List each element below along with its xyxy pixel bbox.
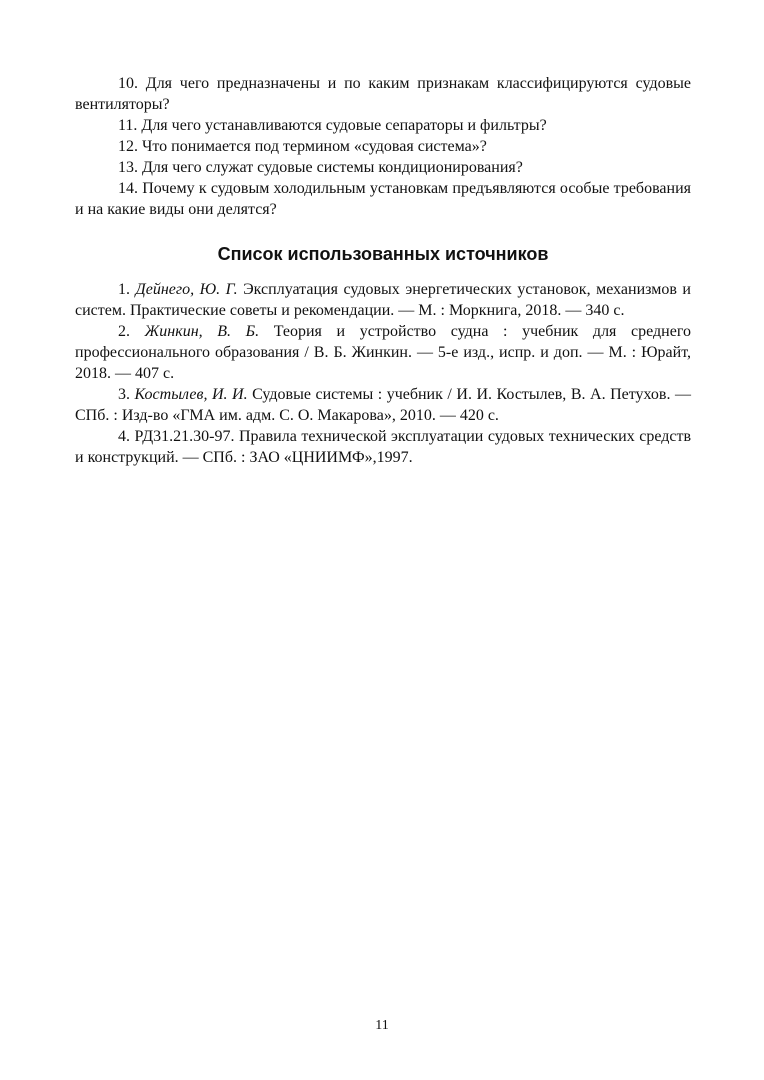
reference-text: Судовые системы : учебник / И. И. Костылев, В. А. Петухов. — СПб. : Изд-во «ГМА им. адм. С. О. Макарова», 2010. — 420 с. [75, 386, 692, 424]
reference-text: Эксплуатация судовых энергетических установок, механизмов и систем. Практические советы и рекомендации. — М. : Моркнига, 2018. — 340 с. [75, 281, 691, 319]
reference-number: 3. [118, 386, 135, 403]
question-11: 11. Для чего устанавливаются судовые сепараторы и фильтры? [118, 117, 547, 134]
question-10: 10. Для чего предназначены и по каким признакам классифицируются судовые вентиляторы? [75, 75, 691, 113]
page-content [75, 73, 691, 468]
reference-4 [75, 426, 691, 468]
reference-1 [75, 279, 691, 321]
question-13: 13. Для чего служат судовые системы кондиционирования? [118, 159, 523, 176]
reference-text: РД31.21.30-97. Правила технической эксплуатации судовых технических средств и конструкций. — СПб. : ЗАО «ЦНИИМФ»,1997. [75, 428, 692, 466]
reference-number: 4. [118, 428, 135, 445]
reference-author: Жинкин, В. Б. [144, 323, 260, 340]
reference-2 [75, 321, 691, 384]
question-14: 14. Почему к судовым холодильным установкам предъявляются особые требования и на какие виды они делятся? [75, 180, 691, 218]
reference-number: 1. [118, 281, 136, 298]
question-12: 12. Что понимается под термином «судовая система»? [118, 138, 487, 155]
reference-author: Костылев, И. И. [134, 386, 248, 403]
references-title: Список использованных источников [217, 244, 549, 264]
reference-3 [75, 384, 691, 426]
reference-text: Теория и устройство судна : учебник для среднего профессионального образования / В. Б. Жинкин. — 5-е изд., испр. и доп. — М. : Юрайт, 2018. — 407 с. [75, 323, 692, 382]
reference-number: 2. [118, 323, 145, 340]
reference-author: Дейнего, Ю. Г. [135, 281, 238, 298]
page-number: 11 [375, 1018, 389, 1033]
